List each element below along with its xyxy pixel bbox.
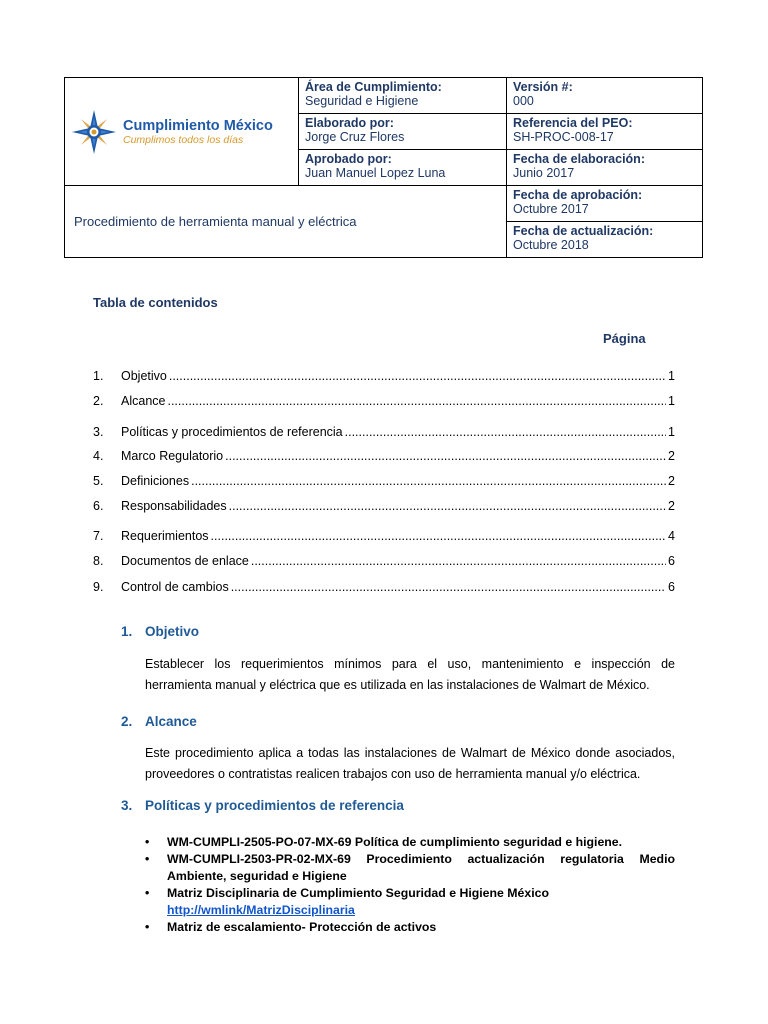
fecha-aprobacion-cell	[507, 186, 703, 222]
toc-item-page: 1	[668, 425, 675, 439]
logo-title: Cumplimiento México	[123, 117, 273, 134]
area-label: Área de Cumplimiento:	[305, 80, 442, 94]
logo-cell	[65, 78, 299, 186]
toc-leader-dots	[231, 580, 666, 594]
toc-item-label: Documentos de enlace	[121, 554, 249, 568]
section-number: 3.	[121, 798, 133, 813]
toc-leader-dots	[225, 449, 666, 463]
elaborado-value: Jorge Cruz Flores	[305, 130, 405, 144]
toc-item-number: 9.	[93, 580, 104, 594]
fecha-aprobacion-value: Octubre 2017	[513, 202, 589, 216]
toc-item-label: Definiciones	[121, 474, 190, 488]
version-value: 000	[513, 94, 534, 108]
toc-item-label: Políticas y procedimientos de referencia	[121, 425, 343, 439]
section-number: 2.	[121, 714, 133, 729]
list-item-text: Matriz Disciplinaria de Cumplimiento Seguridad e Higiene México	[167, 886, 549, 900]
list-item-text: Matriz de escalamiento- Protección de activos	[167, 920, 437, 934]
toc-item-number: 5.	[93, 474, 104, 488]
section-heading-objetivo	[121, 624, 199, 639]
fecha-elaboracion-label: Fecha de elaboración:	[513, 152, 645, 166]
bullet-icon: •	[145, 886, 150, 900]
elaborado-cell	[299, 114, 507, 150]
toc-item-number: 7.	[93, 529, 104, 543]
toc-item-definiciones[interactable]	[93, 474, 675, 492]
logo-tagline: Cumplimos todos los días	[123, 133, 244, 146]
referencia-label: Referencia del PEO:	[513, 116, 633, 130]
area-cell	[299, 78, 507, 114]
toc-item-documentos-enlace[interactable]	[93, 554, 675, 572]
list-item	[145, 919, 675, 936]
toc-leader-dots	[211, 529, 667, 543]
toc-item-number: 2.	[93, 394, 104, 408]
objetivo-paragraph: Establecer los requerimientos mínimos para el uso, mantenimiento e inspección de herramienta manual y eléctrica que es utilizada en las instalaciones de Walmart de México.	[145, 657, 675, 692]
toc-leader-dots	[251, 554, 666, 568]
toc-item-label: Marco Regulatorio	[121, 449, 224, 463]
list-item	[145, 851, 675, 885]
fecha-elaboracion-value: Junio 2017	[513, 166, 575, 180]
section-number: 1.	[121, 624, 133, 639]
section-title: Objetivo	[145, 624, 200, 639]
bullet-icon: •	[145, 835, 150, 849]
company-logo	[71, 109, 292, 155]
toc-item-page: 2	[668, 474, 675, 488]
aprobado-label: Aprobado por:	[305, 152, 392, 166]
toc-leader-dots	[169, 369, 666, 383]
alcance-paragraph: Este procedimiento aplica a todas las instalaciones de Walmart de México donde asociados, proveedores o contratistas realicen trabajos con uso de herramienta manual y/o eléctrica.	[145, 746, 675, 781]
section-title: Políticas y procedimientos de referencia	[145, 798, 404, 813]
referencia-value: SH-PROC-008-17	[513, 130, 614, 144]
procedure-title: Procedimiento de herramienta manual y eléctrica	[65, 186, 507, 258]
referencia-cell	[507, 114, 703, 150]
toc-leader-dots	[345, 425, 666, 439]
version-cell	[507, 78, 703, 114]
toc-item-label: Requerimientos	[121, 529, 209, 543]
toc-leader-dots	[167, 394, 666, 408]
toc-item-number: 3.	[93, 425, 104, 439]
toc-leader-dots	[229, 499, 666, 513]
toc-item-number: 1.	[93, 369, 104, 383]
toc-item-objetivo[interactable]	[93, 369, 675, 387]
section-heading-politicas	[121, 798, 404, 813]
toc-item-number: 4.	[93, 449, 104, 463]
toc-item-page: 2	[668, 499, 675, 513]
list-item-text: WM-CUMPLI-2503-PR-02-MX-69 Procedimiento actualización regulatoria Medio Ambiente, seguridad e Higiene	[167, 852, 675, 883]
area-value: Seguridad e Higiene	[305, 94, 419, 108]
toc-item-politicas[interactable]	[93, 425, 675, 443]
toc-item-page: 2	[668, 449, 675, 463]
compass-star-icon	[71, 109, 117, 155]
toc-leader-dots	[191, 474, 666, 488]
section-title: Alcance	[145, 714, 197, 729]
toc-item-requerimientos[interactable]	[93, 529, 675, 547]
toc-item-label: Control de cambios	[121, 580, 229, 594]
list-item	[145, 885, 675, 919]
toc-item-page: 6	[668, 580, 675, 594]
toc-item-number: 8.	[93, 554, 104, 568]
document-header-table	[64, 77, 703, 258]
toc-item-control-cambios[interactable]	[93, 580, 675, 598]
toc-item-marco-regulatorio[interactable]	[93, 449, 675, 467]
fecha-elaboracion-cell	[507, 150, 703, 186]
list-item	[145, 834, 675, 851]
politicas-list	[145, 834, 675, 936]
aprobado-cell	[299, 150, 507, 186]
aprobado-value: Juan Manuel Lopez Luna	[305, 166, 446, 180]
toc-item-page: 1	[668, 369, 675, 383]
matriz-disciplinaria-link[interactable]: http://wmlink/MatrizDisciplinaria	[167, 903, 355, 917]
toc-item-label: Responsabilidades	[121, 499, 227, 513]
fecha-actualizacion-value: Octubre 2018	[513, 238, 589, 252]
fecha-aprobacion-label: Fecha de aprobación:	[513, 188, 643, 202]
fecha-actualizacion-label: Fecha de actualización:	[513, 224, 654, 238]
toc-item-page: 1	[668, 394, 675, 408]
toc-item-label: Alcance	[121, 394, 166, 408]
version-label: Versión #:	[513, 80, 573, 94]
toc-title: Tabla de contenidos	[93, 295, 218, 310]
toc-item-page: 6	[668, 554, 675, 568]
toc-item-page: 4	[668, 529, 675, 543]
toc-item-number: 6.	[93, 499, 104, 513]
list-item-text: WM-CUMPLI-2505-PO-07-MX-69 Política de cumplimiento seguridad e higiene.	[167, 835, 623, 849]
toc-item-responsabilidades[interactable]	[93, 499, 675, 517]
elaborado-label: Elaborado por:	[305, 116, 394, 130]
bullet-icon: •	[145, 852, 150, 866]
toc-item-alcance[interactable]	[93, 394, 675, 412]
fecha-actualizacion-cell	[507, 222, 703, 258]
toc-page-header: Página	[603, 331, 646, 346]
section-heading-alcance	[121, 714, 197, 729]
toc-item-label: Objetivo	[121, 369, 167, 383]
bullet-icon: •	[145, 920, 150, 934]
